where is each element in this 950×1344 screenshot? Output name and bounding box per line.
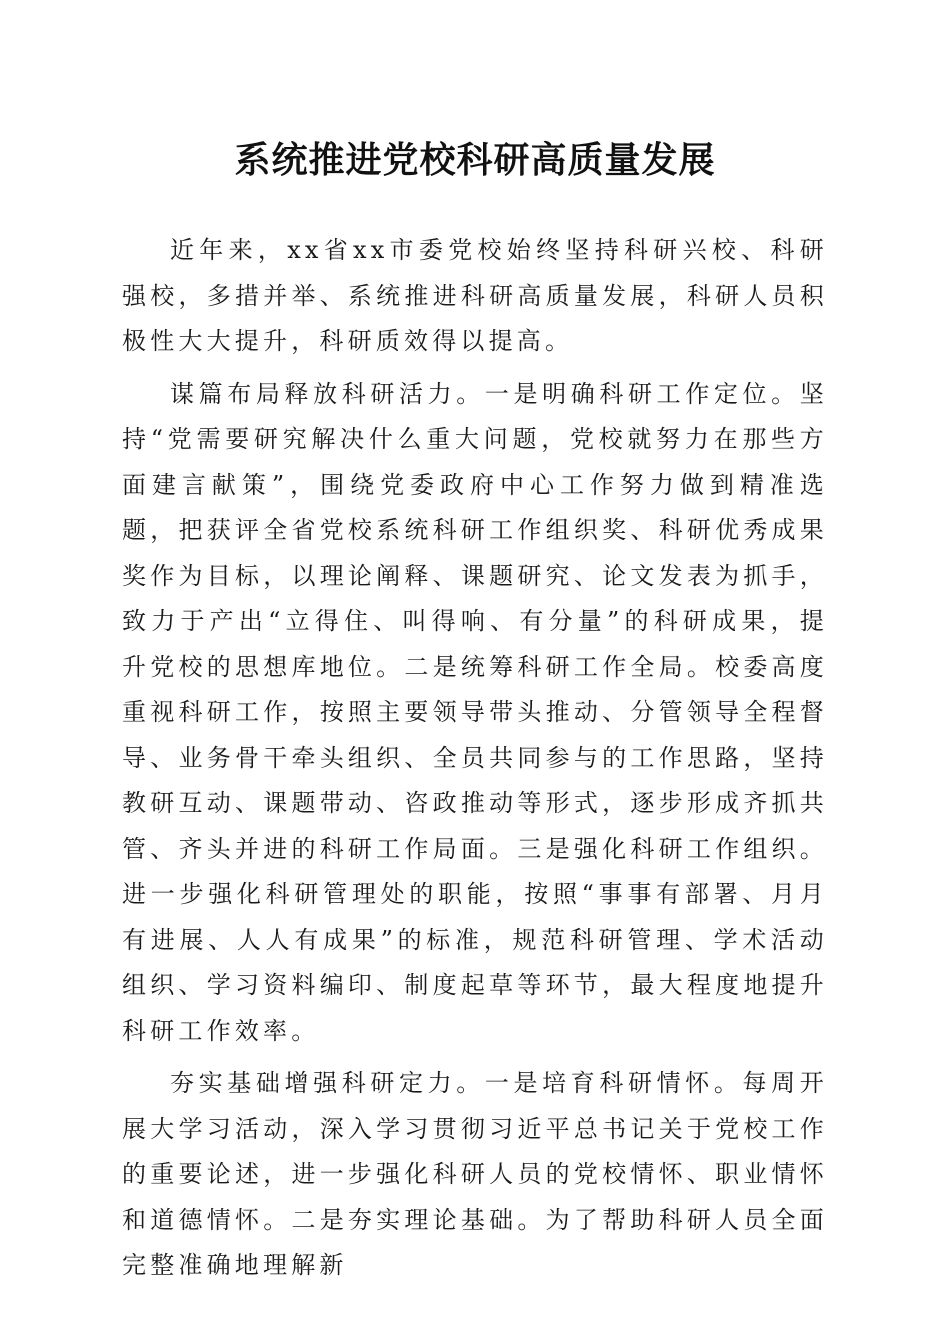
- paragraph-section-2: 夯实基础增强科研定力。一是培育科研情怀。每周开展大学习活动，深入学习贯彻习近平总书记关于党校工作的重要论述，进一步强化科研人员的党校情怀、职业情怀和道德情怀。二是夯实理论基础。为了帮助科研人员全面完整准确地理解新: [122, 1069, 828, 1279]
- document-body: [122, 228, 828, 1296]
- paragraph-intro: 近年来，xx省xx市委党校始终坚持科研兴校、科研强校，多措并举、系统推进科研高质量发展，科研人员积极性大大提升，科研质效得以提高。: [122, 236, 828, 355]
- paragraph-section-1: 谋篇布局释放科研活力。一是明确科研工作定位。坚持“党需要研究解决什么重大问题，党校就努力在那些方面建言献策”，围绕党委政府中心工作努力做到精准选题，把获评全省党校系统科研工作组织奖、科研优秀成果奖作为目标，以理论阐释、课题研究、论文发表为抓手，致力于产出“立得住、叫得响、有分量”的科研成果，提升党校的思想库地位。二是统筹科研工作全局。校委高度重视科研工作，按照主要领导带头推动、分管领导全程督导、业务骨干牵头组织、全员共同参与的工作思路，坚持教研互动、课题带动、咨政推动等形式，逐步形成齐抓共管、齐头并进的科研工作局面。三是强化科研工作组织。进一步强化科研管理处的职能，按照“事事有部署、月月有进展、人人有成果”的标准，规范科研管理、学术活动组织、学习资料编印、制度起草等环节，最大程度地提升科研工作效率。: [122, 379, 828, 1045]
- document-title: 系统推进党校科研高质量发展: [234, 139, 716, 181]
